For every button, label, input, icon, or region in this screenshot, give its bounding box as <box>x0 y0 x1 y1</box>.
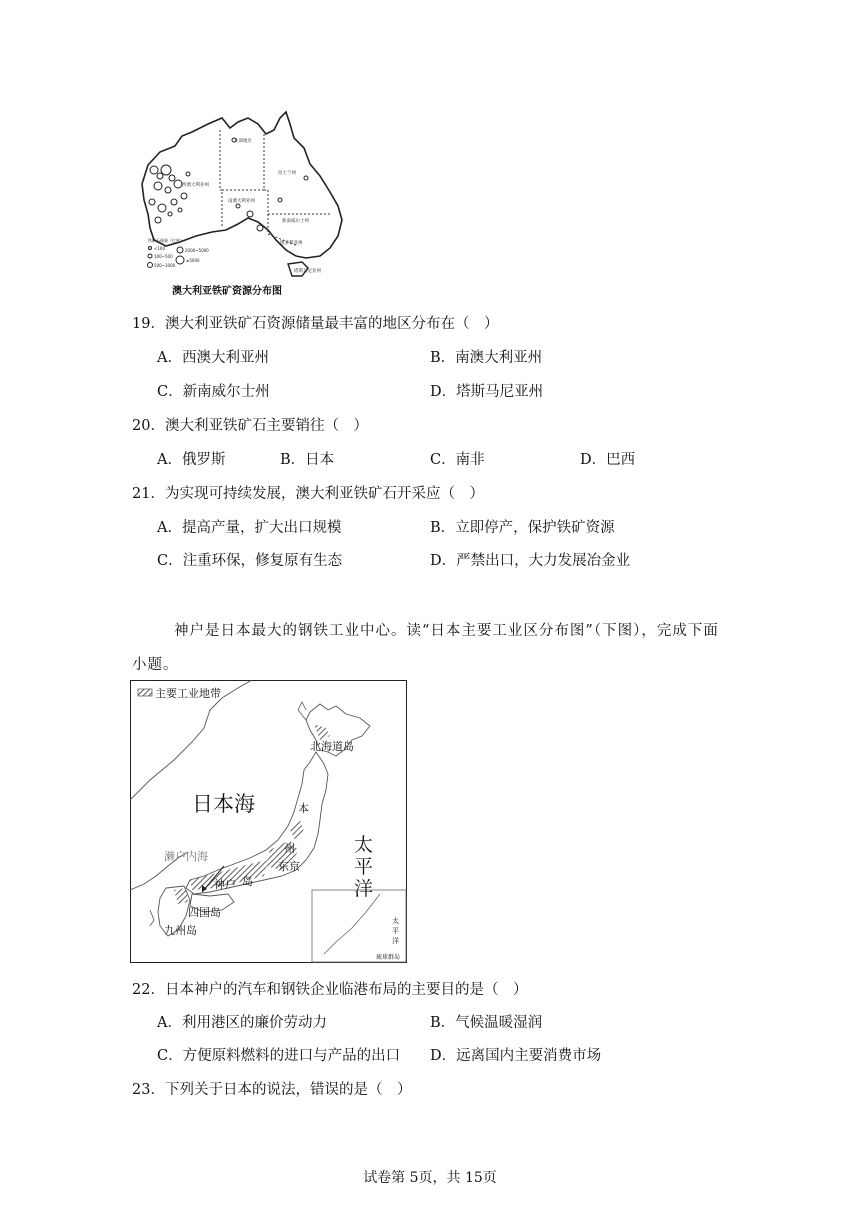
q20-option-b[interactable]: B．日本 <box>280 452 335 468</box>
honshu-label-1: 本 <box>298 802 309 815</box>
svg-text:2000~5000: 2000~5000 <box>185 248 209 253</box>
question-19 <box>132 314 498 334</box>
svg-text:≥5000: ≥5000 <box>186 258 200 263</box>
q19-option-c[interactable]: C．新南威尔士州 <box>157 384 270 400</box>
region-label-wa: 西澳大利亚州 <box>182 183 209 188</box>
region-label-nsw: 新南威尔士州 <box>282 219 309 224</box>
australia-map-caption: 澳大利亚铁矿资源分布图 <box>172 286 282 297</box>
question-number: 20． <box>132 418 165 434</box>
region-label-northern: 北部地区 <box>234 139 252 144</box>
q22-option-d[interactable]: D．远离国内主要消费市场 <box>430 1048 602 1064</box>
q19-option-b[interactable]: B．南澳大利亚州 <box>430 350 543 366</box>
svg-text:<100: <100 <box>154 246 165 251</box>
inset-pacific-label-3: 洋 <box>392 937 399 945</box>
honshu-label-2: 州 <box>284 842 295 855</box>
question-stem: 澳大利亚铁矿石资源储量最丰富的地区分布在（ ） <box>164 316 499 332</box>
svg-text:铁矿石储量（亿吨）: 铁矿石储量（亿吨） <box>148 238 184 243</box>
svg-text:500~1000: 500~1000 <box>154 263 176 268</box>
question-20 <box>132 416 368 436</box>
q21-option-c[interactable]: C．注重环保，修复原有生态 <box>157 553 343 569</box>
q19-option-a[interactable]: A．西澳大利亚州 <box>157 350 269 366</box>
question-stem: 日本神户的汽车和钢铁企业临港布局的主要目的是（ ） <box>164 982 528 998</box>
question-stem: 下列关于日本的说法，错误的是（ ） <box>164 1082 412 1098</box>
question-22 <box>132 980 527 1000</box>
australia-map-legend <box>148 237 210 268</box>
inset-pacific-label-1: 太 <box>392 917 399 925</box>
japan-map-legend: 主要工业地带 <box>155 687 221 700</box>
inset-pacific-label-2: 平 <box>392 927 399 935</box>
australia-map <box>130 110 352 302</box>
sea-of-japan-label: 日本海 <box>192 792 255 816</box>
shikoku-label: 四国岛 <box>188 906 221 919</box>
question-number: 21． <box>132 486 165 502</box>
australia-map-drawing <box>130 110 352 302</box>
page-footer: 试卷第 5页，共 15页 <box>363 1170 497 1186</box>
pacific-label-1: 太 <box>354 834 374 856</box>
question-stem: 澳大利亚铁矿石主要销往（ ） <box>164 418 368 434</box>
q22-option-c[interactable]: C．方便原料燃料的进口与产品的出口 <box>157 1048 401 1064</box>
region-label-vic: 维多利亚州 <box>280 241 303 246</box>
japan-map-drawing <box>130 680 407 963</box>
question-number: 22． <box>132 982 165 998</box>
kyushu-label: 九州岛 <box>164 924 197 937</box>
question-number: 19． <box>132 316 165 332</box>
q22-option-a[interactable]: A．利用港区的廉价劳动力 <box>157 1015 327 1031</box>
honshu-label-3: 岛 <box>242 875 253 888</box>
region-label-sa: 南澳大利亚州 <box>228 199 255 204</box>
q19-option-d[interactable]: D．塔斯马尼亚州 <box>430 384 544 400</box>
tokyo-label: 东京 <box>278 860 300 873</box>
q21-option-b[interactable]: B．立即停产，保护铁矿资源 <box>430 520 615 536</box>
seto-inland-sea-label: 濑户内海 <box>164 850 208 863</box>
q20-option-c[interactable]: C．南非 <box>430 452 485 468</box>
japan-map <box>130 680 407 963</box>
q20-option-a[interactable]: A．俄罗斯 <box>157 452 226 468</box>
region-label-tas: 塔斯马尼亚州 <box>294 269 321 274</box>
pacific-label-2: 平 <box>354 856 374 878</box>
intro-paragraph: 神户是日本最大的钢铁工业中心。读“日本主要工业区分布图”（下图），完成下面小题。 <box>132 623 719 673</box>
question-21 <box>132 484 484 504</box>
hokkaido-label: 北海道岛 <box>310 740 354 753</box>
pacific-label-3: 洋 <box>354 878 374 900</box>
q21-option-a[interactable]: A．提高产量，扩大出口规模 <box>157 520 342 536</box>
question-stem: 为实现可持续发展，澳大利亚铁矿石开采应（ ） <box>164 486 484 502</box>
q20-option-d[interactable]: D．巴西 <box>580 452 636 468</box>
kobe-label: 神户 <box>214 878 236 891</box>
inset-caption: 琉球群岛 <box>376 954 401 961</box>
region-label-qld: 昆士兰州 <box>278 171 296 176</box>
q21-option-d[interactable]: D．严禁出口，大力发展冶金业 <box>430 553 631 569</box>
svg-text:100~500: 100~500 <box>154 254 173 259</box>
question-number: 23． <box>132 1082 165 1098</box>
q22-option-b[interactable]: B．气候温暖湿润 <box>430 1015 543 1031</box>
question-23 <box>132 1080 411 1100</box>
